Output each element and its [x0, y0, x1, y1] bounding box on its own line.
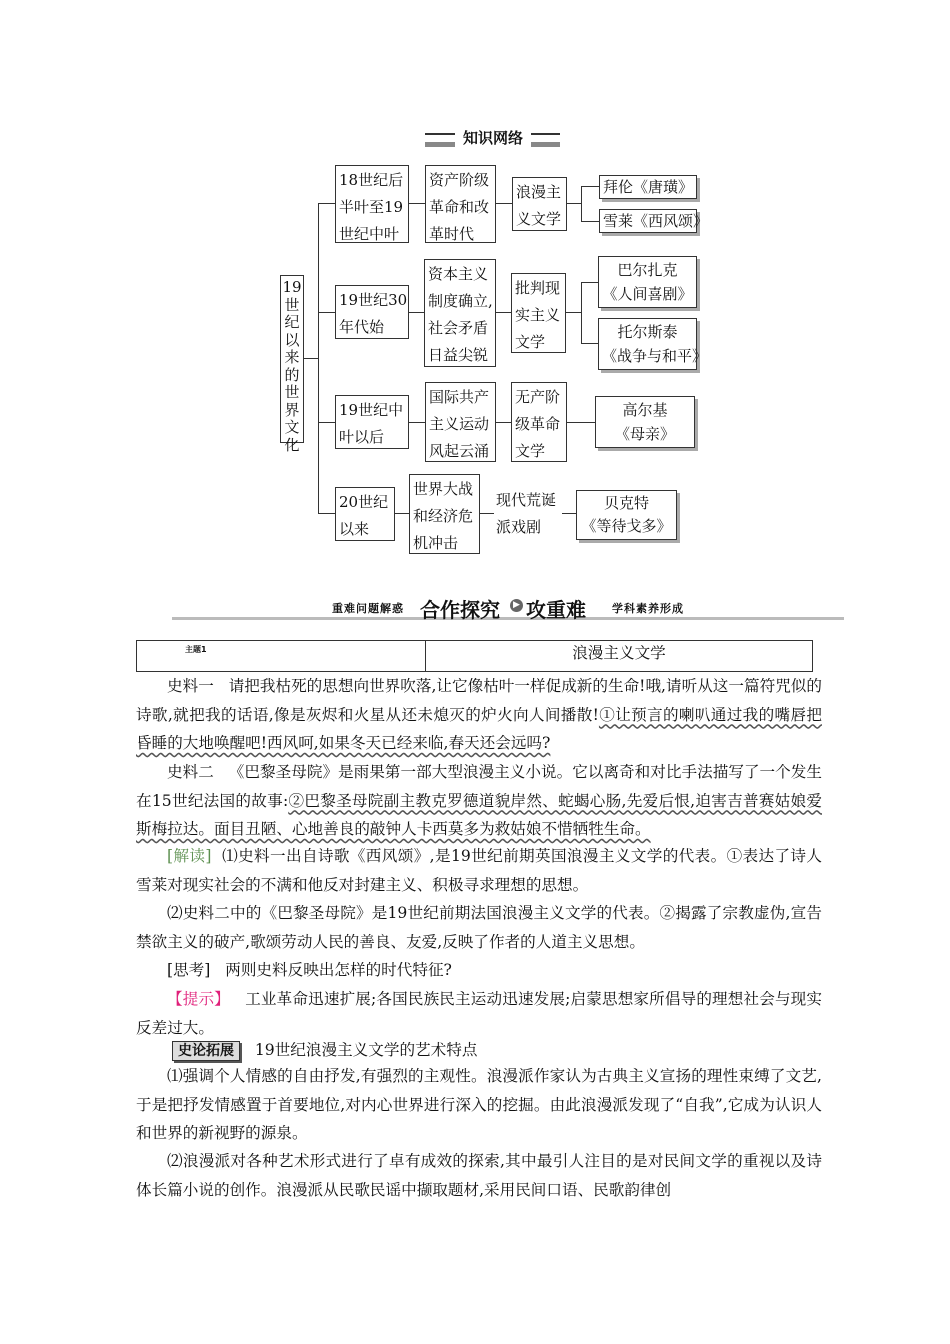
- work-line: 《等待戈多》: [581, 517, 672, 535]
- connector: [318, 422, 335, 423]
- arrow-circle-icon: ▶: [510, 599, 523, 612]
- movement-node-2: [511, 273, 566, 353]
- work-line: 贝克特: [603, 494, 649, 512]
- banner-rule: [172, 617, 844, 620]
- connector: [567, 203, 582, 204]
- topic-title: 浪漫主义文学: [572, 644, 666, 662]
- banner-left-text: 重难问题解惑: [332, 602, 404, 615]
- work-node-shelley: [599, 209, 709, 233]
- section-banner: [172, 594, 844, 628]
- period-line: 世纪中叶: [339, 225, 400, 243]
- movement-node-4: [496, 487, 556, 541]
- extension-text-2: ⑵浪漫派对各种艺术形式进行了卓有成效的探索,其中最引人注目的是对民间文学的重视以及诗体长篇小说的创作。浪漫派从民歌民谣中撷取题材,采用民间口语、民歌韵律创: [136, 1152, 822, 1199]
- work-node-byron: [599, 175, 697, 199]
- period-node-4: [335, 487, 395, 541]
- work-line: 高尔基: [622, 401, 668, 419]
- source-2-label: 史料二: [167, 763, 214, 781]
- movement-line: 实主义: [515, 306, 561, 324]
- connector: [496, 422, 511, 423]
- movement-line: 无产阶: [515, 388, 561, 406]
- connector: [566, 312, 582, 313]
- work-node-beckett: [576, 490, 677, 540]
- background-node-3: [425, 382, 496, 462]
- source-1-text: 请把我枯死的思想向世界吹落,让它像枯叶一样促成新的生命!哦,请听从这一篇符咒似的诗歌,就把我的话语,像是灰烬和火星从还未熄灭的炉火向人间播散!: [136, 677, 822, 724]
- interpret-paragraph-1: [136, 842, 822, 899]
- work-line: 《战争与和平》: [602, 347, 708, 365]
- period-line: 以来: [339, 520, 370, 538]
- connector: [480, 513, 494, 514]
- background-line: 资本主义: [428, 265, 489, 283]
- background-line: 和经济危: [413, 507, 474, 525]
- interpret-label: [解读]: [167, 847, 212, 865]
- hint-text: 工业革命迅速扩展;各国民族民主运动迅速发展;启蒙思想家所倡导的理想社会与现实反差过大。: [136, 990, 823, 1037]
- movement-node-1: [512, 177, 567, 231]
- extension-paragraph-1: [136, 1062, 822, 1148]
- connector: [496, 312, 511, 313]
- extension-label: 史论拓展: [172, 1041, 240, 1061]
- connector: [409, 312, 424, 313]
- movement-line: 义文学: [516, 210, 562, 228]
- think-paragraph: [136, 956, 822, 985]
- root-label: 19世纪以来的世界文化: [282, 278, 302, 454]
- hint-label: 【提示】: [167, 990, 230, 1008]
- connector: [303, 358, 319, 359]
- period-line: 年代始: [339, 318, 385, 336]
- connector: [581, 186, 599, 187]
- hint-paragraph: [136, 985, 822, 1042]
- connector: [395, 513, 409, 514]
- background-node-4: [409, 474, 480, 554]
- connector: [409, 203, 425, 204]
- banner-main-a: 合作探究: [420, 598, 500, 622]
- connector: [318, 203, 335, 204]
- source-1-highlight: ①让预言的喇叭通过我的嘴唇把昏睡的大地唤醒吧!西风呵,如果冬天已经来临,春天还会远吗?: [136, 705, 822, 752]
- think-text: 两则史料反映出怎样的时代特征?: [225, 961, 452, 979]
- background-line: 革命和改: [429, 198, 490, 216]
- connector: [581, 343, 598, 344]
- work-line: 拜伦《唐璜》: [603, 178, 694, 196]
- extension-text-1: ⑴强调个人情感的自由抒发,有强烈的主观性。浪漫派作家认为古典主义宣扬的理性束缚了文艺,于是把抒发情感置于首要地位,对内心世界进行深入的挖掘。由此浪漫派发现了“自我”,它成为认识人和世界的新视野的源泉。: [136, 1067, 822, 1142]
- background-line: 制度确立,: [428, 292, 493, 310]
- connector: [496, 203, 512, 204]
- work-node-balzac: [598, 256, 697, 308]
- period-line: 20世纪: [339, 493, 389, 511]
- work-node-gorky: [595, 396, 695, 448]
- movement-line: 派戏剧: [496, 518, 542, 536]
- background-line: 机冲击: [413, 534, 459, 552]
- period-line: 19世纪30: [339, 291, 408, 309]
- work-node-tolstoy: [598, 318, 708, 370]
- connector: [567, 422, 595, 423]
- work-line: 《母亲》: [614, 425, 675, 443]
- work-line: 雪莱《西风颂》: [603, 212, 709, 230]
- background-line: 社会矛盾: [428, 319, 489, 337]
- source-1-paragraph: [136, 672, 822, 758]
- interpret-text-2: ⑵史料二中的《巴黎圣母院》是19世纪前期法国浪漫主义文学的代表。②揭露了宗教虚伪,宣告禁欲主义的破产,歌颂劳动人民的善良、友爱,反映了作者的人道主义思想。: [136, 904, 822, 951]
- background-line: 世界大战: [413, 480, 474, 498]
- banner-main-b: 攻重难: [526, 598, 586, 622]
- connector: [318, 513, 335, 514]
- movement-line: 级革命: [515, 415, 561, 433]
- network-title-bar: [425, 127, 560, 149]
- connector: [318, 203, 319, 513]
- connector: [581, 282, 582, 344]
- work-line: 巴尔扎克: [617, 261, 678, 279]
- network-title: 知识网络: [455, 127, 531, 149]
- banner-right-text: 学科素养形成: [612, 602, 684, 615]
- period-node-2: [335, 285, 409, 339]
- work-line: 托尔斯泰: [617, 323, 678, 341]
- connector: [581, 186, 582, 222]
- movement-line: 浪漫主: [516, 183, 562, 201]
- think-label: [思考]: [167, 961, 211, 979]
- background-line: 国际共产: [429, 388, 490, 406]
- connector: [409, 422, 425, 423]
- background-line: 日益尖锐: [428, 346, 489, 364]
- period-node-3: [335, 395, 409, 449]
- background-line: 资产阶级: [429, 171, 490, 189]
- period-line: 19世纪中: [339, 401, 404, 419]
- period-node-1: [335, 165, 409, 243]
- topic-label: 主题1: [185, 645, 207, 654]
- connector: [581, 221, 599, 222]
- source-2-paragraph: [136, 758, 822, 844]
- movement-line: 文学: [515, 442, 546, 460]
- movement-line: 现代荒诞: [496, 491, 557, 509]
- background-line: 革时代: [429, 225, 475, 243]
- movement-node-3: [511, 382, 567, 462]
- extension-paragraph-2: [136, 1147, 822, 1204]
- interpret-paragraph-2: [136, 899, 822, 956]
- movement-line: 批判现: [515, 279, 561, 297]
- work-line: 《人间喜剧》: [602, 285, 693, 303]
- period-line: 叶以后: [339, 428, 385, 446]
- connector: [562, 513, 576, 514]
- connector: [581, 282, 598, 283]
- extension-title: 19世纪浪漫主义文学的艺术特点: [254, 1041, 478, 1059]
- background-line: 主义运动: [429, 415, 490, 433]
- interpret-text-1: ⑴史料一出自诗歌《西风颂》,是19世纪前期英国浪漫主义文学的代表。①表达了诗人雪莱对现实社会的不满和他反对封建主义、积极寻求理想的思想。: [136, 847, 822, 894]
- movement-line: 文学: [515, 333, 546, 351]
- background-node-1: [425, 165, 496, 243]
- background-line: 风起云涌: [429, 442, 490, 460]
- period-line: 半叶至19: [339, 198, 404, 216]
- source-2-highlight: ②巴黎圣母院副主教克罗德道貌岸然、蛇蝎心肠,先爱后恨,迫害吉普赛姑娘爱斯梅拉达。面目丑陋、心地善良的敲钟人卡西莫多为救姑娘不惜牺牲生命。: [136, 791, 822, 838]
- source-2-text: 《巴黎圣母院》是雨果第一部大型浪漫主义小说。它以离奇和对比手法描写了一个发生在15世纪法国的故事:: [136, 763, 822, 810]
- extension-heading: [136, 1036, 822, 1065]
- connector: [318, 312, 335, 313]
- topic-table: [136, 640, 813, 672]
- background-node-2: [424, 259, 496, 367]
- period-line: 18世纪后: [339, 171, 404, 189]
- root-node: [280, 275, 304, 454]
- source-1-label: 史料一: [167, 677, 214, 695]
